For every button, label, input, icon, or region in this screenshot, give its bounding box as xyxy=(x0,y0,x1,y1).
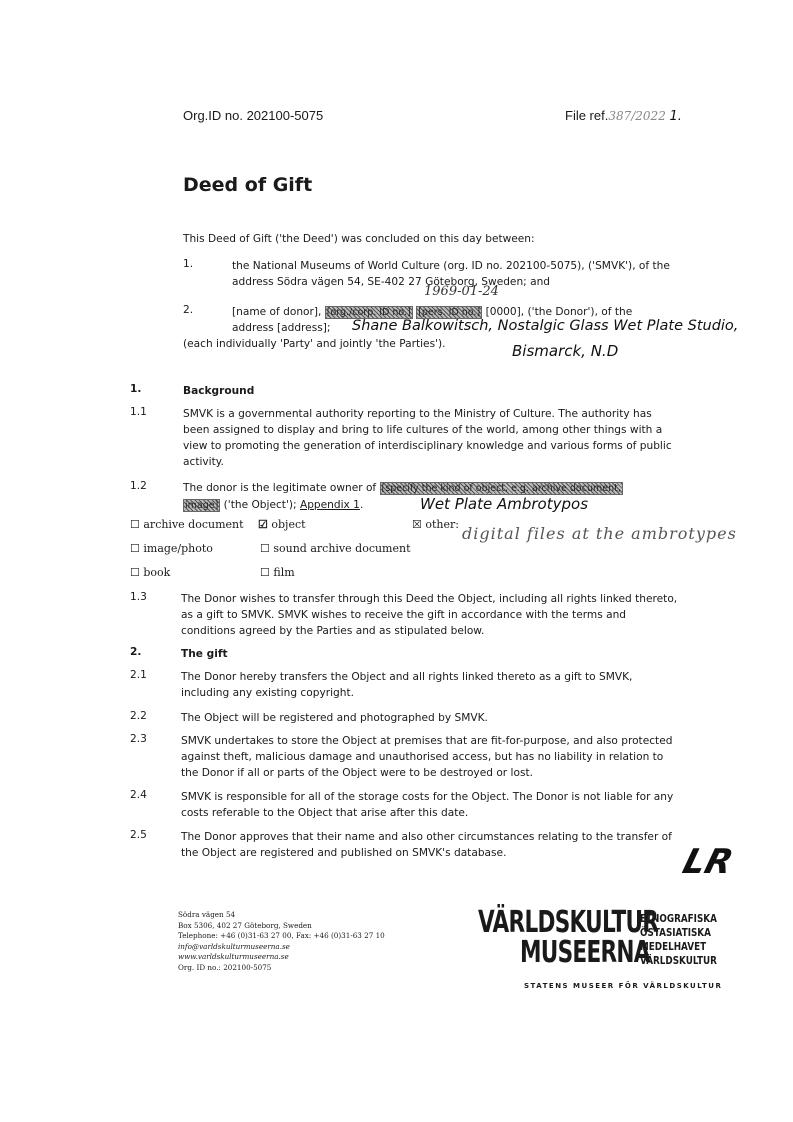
checkbox-image-photo[interactable] xyxy=(130,542,213,555)
party2-pre: [name of donor], xyxy=(232,306,325,318)
file-ref-value: 387/2022 xyxy=(608,109,666,123)
logo-tagline: STATENS MUSEER FÖR VÄRLDSKULTUR xyxy=(524,982,723,990)
clause-1-1-line: been assigned to display and bring to life cultures of the world, among other things with a xyxy=(183,424,663,436)
section1-title: Background xyxy=(183,385,255,397)
redacted-object-kind: [specify the kind of object, e.g. archive document, xyxy=(381,483,621,494)
redacted-pers-id: [pers. ID no.] xyxy=(418,307,481,318)
logo-line2: MUSEERNA xyxy=(520,935,650,970)
party2-line2: address [address]; xyxy=(232,322,331,334)
museum-logo xyxy=(478,905,723,990)
logo-museum: MEDELHAVET xyxy=(640,940,707,953)
clause-2-4-line: costs referable to the Object that arise after this date. xyxy=(181,807,469,819)
checkbox-film[interactable] xyxy=(260,566,295,579)
clause-1-2-post: ('the Object'); xyxy=(220,499,300,511)
clause-2-4 xyxy=(181,789,673,821)
clause-1-3-line: conditions agreed by the Parties and as stipulated below. xyxy=(181,625,485,637)
party2-post: [0000], ('the Donor'), of the xyxy=(482,306,633,318)
party1-line2: address Södra vägen 54, SE-402 27 Göteborg, Sweden; and xyxy=(232,276,551,288)
section2-num: 2. xyxy=(130,646,142,658)
clause-2-3-line: against theft, malicious damage and unauthorised access, but has no liability in relation to xyxy=(181,751,664,763)
clause-2-1-line: including any existing copyright. xyxy=(181,687,354,699)
clause-1-2-end: . xyxy=(359,499,364,511)
clause-2-3-num: 2.3 xyxy=(130,733,147,745)
clause-2-3-line: SMVK undertakes to store the Object at premises that are fit-for-purpose, and also protected xyxy=(181,735,673,747)
checkbox-object[interactable] xyxy=(258,518,306,531)
checkbox-label: object xyxy=(271,518,306,531)
checkbox-mark: ☐ xyxy=(130,518,140,531)
section1-num: 1. xyxy=(130,383,142,395)
clause-2-4-line: SMVK is responsible for all of the storage costs for the Object. The Donor is not liable for any xyxy=(181,791,674,803)
footer-line: Box 5306, 402 27 Göteborg, Sweden xyxy=(178,920,312,930)
clause-2-3 xyxy=(181,733,672,781)
clause-1-2-pre: The donor is the legitimate owner of xyxy=(183,482,380,494)
checkbox-label: image/photo xyxy=(143,542,213,555)
logo-museum: ÖSTASIATISKA xyxy=(640,926,711,939)
clause-2-5-line: The Donor approves that their name and also other circumstances relating to the transfer of xyxy=(181,831,672,843)
footer-website: www.varldskulturmuseerna.se xyxy=(178,952,289,961)
footer-line: Södra vägen 54 xyxy=(178,910,236,919)
handwritten-donor: Shane Balkowitsch, Nostalgic Glass Wet Plate Studio, xyxy=(352,318,739,334)
clause-1-3-line: The Donor wishes to transfer through this Deed the Object, including all rights linked thereto, xyxy=(181,593,678,605)
handwritten-object: Wet Plate Ambrotypos xyxy=(420,495,589,513)
footer-email: info@varldskulturmuseerna.se xyxy=(178,941,290,951)
clause-1-3-num: 1.3 xyxy=(130,591,147,603)
checkbox-mark: ☐ xyxy=(260,542,270,555)
checkbox-label: sound archive document xyxy=(273,542,411,555)
intro-text: This Deed of Gift ('the Deed') was concluded on this day between: xyxy=(183,233,535,245)
handwritten-city: Bismarck, N.D xyxy=(512,342,619,360)
clause-2-5 xyxy=(181,829,672,861)
section2-title: The gift xyxy=(181,648,228,660)
checkbox-mark: ☐ xyxy=(130,542,140,555)
footer-line: Telephone: +46 (0)31-63 27 00, Fax: +46 (0)31-63 27 10 xyxy=(178,931,385,940)
checkbox-label: film xyxy=(273,566,295,579)
checkbox-mark: ☐ xyxy=(130,566,140,579)
redacted-object-kind-2: image] xyxy=(185,500,219,511)
checkbox-mark: ☐ xyxy=(260,566,270,579)
clause-2-4-num: 2.4 xyxy=(130,789,147,801)
checkbox-book[interactable] xyxy=(130,566,170,579)
file-ref xyxy=(565,108,682,124)
handwritten-initials: LR xyxy=(678,842,738,882)
checkbox-label: book xyxy=(143,566,171,579)
clause-1-1-line: activity. xyxy=(183,456,224,468)
clause-1-1 xyxy=(183,406,672,470)
logo-museum: ETNOGRAFISKA xyxy=(640,912,717,925)
clause-1-3-line: as a gift to SMVK. SMVK wishes to receive the gift in accordance with the terms and xyxy=(181,609,627,621)
clause-2-1-num: 2.1 xyxy=(130,669,147,681)
clause-1-2-num: 1.2 xyxy=(130,480,147,492)
clause-1-1-num: 1.1 xyxy=(130,406,147,418)
clause-2-5-line: the Object are registered and published on SMVK's database. xyxy=(181,847,507,859)
logo-museums xyxy=(640,912,717,968)
clause-1-1-line: view to promoting the generation of interdisciplinary knowledge and various forms of public xyxy=(183,440,672,452)
logo-line1: VÄRLDSKULTUR xyxy=(478,905,659,940)
checkbox-mark: ☑ xyxy=(258,518,268,531)
party2-num: 2. xyxy=(183,304,194,316)
clause-2-3-line: the Donor if all or parts of the Object were to be destroyed or lost. xyxy=(181,767,533,779)
redacted-org-id: [org./corp. ID no.] xyxy=(326,307,411,318)
parties-line: (each individually 'Party' and jointly 'the Parties'). xyxy=(183,338,446,350)
party1-num: 1. xyxy=(183,258,194,270)
clause-2-2: The Object will be registered and photographed by SMVK. xyxy=(181,712,488,724)
file-ref-label: File ref. xyxy=(565,108,609,123)
appendix-link: Appendix 1 xyxy=(299,499,360,511)
checkbox-label: archive document xyxy=(143,518,244,531)
checkbox-label: other: xyxy=(425,518,459,531)
clause-2-5-num: 2.5 xyxy=(130,829,147,841)
file-ref-hand: 1. xyxy=(669,109,682,124)
org-id: Org.ID no. 202100-5075 xyxy=(183,108,324,123)
clause-2-1-line: The Donor hereby transfers the Object and all rights linked thereto as a gift to SMVK, xyxy=(181,671,633,683)
checkbox-mark: ☒ xyxy=(412,518,422,531)
clause-2-1 xyxy=(181,669,632,701)
clause-1-1-line: SMVK is a governmental authority reporting to the Ministry of Culture. The authority has xyxy=(183,408,652,420)
handwritten-date: 1969-01-24 xyxy=(424,284,499,299)
page-title: Deed of Gift xyxy=(183,174,313,196)
checkbox-other[interactable] xyxy=(412,518,459,531)
checkbox-sound-archive[interactable] xyxy=(260,542,411,555)
footer-address xyxy=(178,910,385,973)
footer-line: Org. ID no.: 202100-5075 xyxy=(178,962,272,972)
party1-line1: the National Museums of World Culture (org. ID no. 202100-5075), ('SMVK'), of the xyxy=(232,260,670,272)
checkbox-archive-document[interactable] xyxy=(130,518,244,531)
clause-2-2-num: 2.2 xyxy=(130,710,147,722)
handwritten-other: digital files at the ambrotypes xyxy=(462,524,737,543)
clause-1-3 xyxy=(181,591,677,639)
logo-museum: VÄRLDSKULTUR xyxy=(640,954,717,967)
